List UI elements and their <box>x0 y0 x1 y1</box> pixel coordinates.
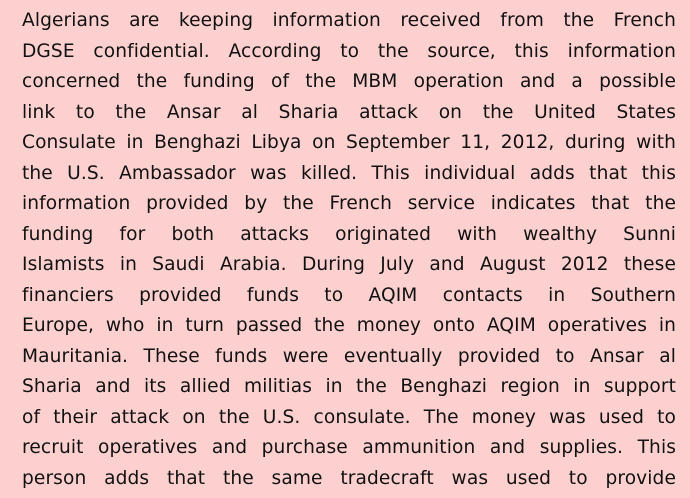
text-line: Consulate in Benghazi Libya on September 11, 2012, during with <box>22 132 676 153</box>
text-line: person adds that the same tradecraft was used to provide <box>22 467 676 489</box>
text-line: Europe, who in turn passed the money onto AQIM operatives in <box>22 315 676 336</box>
text-line: financiers provided funds to AQIM contacts in Southern <box>22 284 676 306</box>
text-line: recruit operatives and purchase ammunition and supplies. This <box>22 437 676 458</box>
text-line: Sharia and its allied militias in the Benghazi region in support <box>22 376 676 397</box>
document-body <box>22 6 676 494</box>
text-line: the U.S. Ambassador was killed. This individual adds that this <box>22 162 676 184</box>
text-line: Islamists in Saudi Arabia. During July and August 2012 these <box>22 254 676 275</box>
text-line: of their attack on the U.S. consulate. The money was used to <box>22 406 676 428</box>
text-line: DGSE confidential. According to the source, this information <box>22 40 676 62</box>
text-line: information provided by the French service indicates that the <box>22 193 676 214</box>
text-line: Mauritania. These funds were eventually provided to Ansar al <box>22 345 676 367</box>
text-line: Algerians are keeping information received from the French <box>22 10 676 31</box>
text-line: link to the Ansar al Sharia attack on the United States <box>22 101 676 123</box>
text-line: funding for both attacks originated with wealthy Sunni <box>22 223 676 245</box>
text-line: concerned the funding of the MBM operation and a possible <box>22 71 676 92</box>
